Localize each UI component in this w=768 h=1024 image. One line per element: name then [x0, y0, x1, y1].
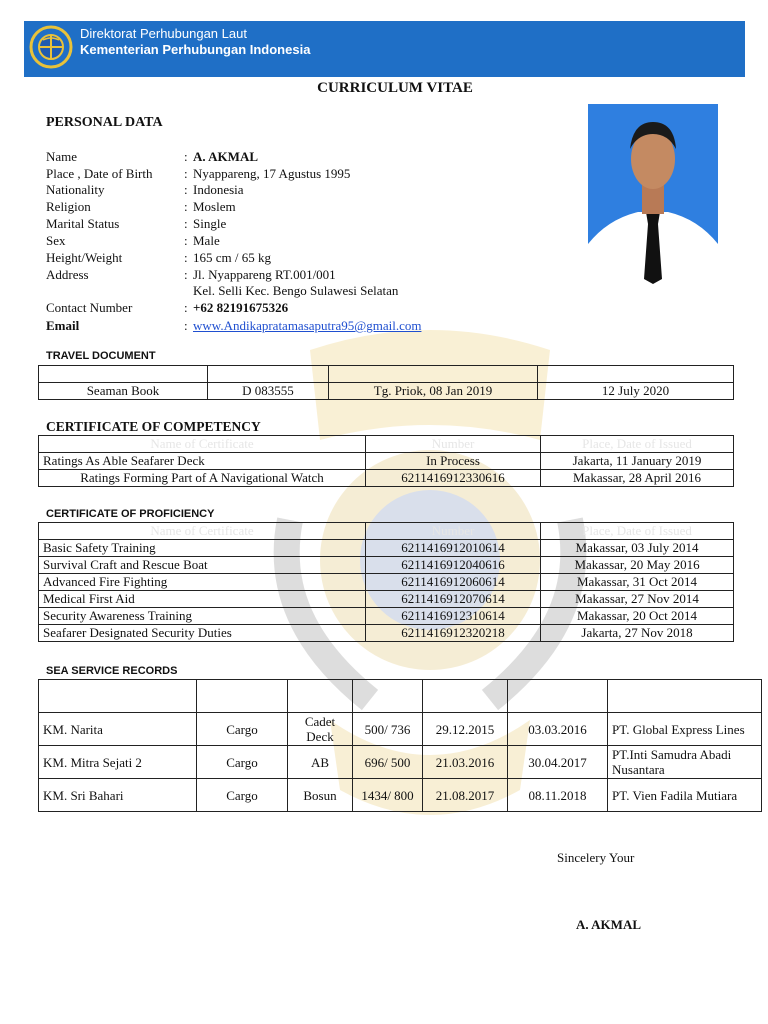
table-cell: Makassar, 03 July 2014 — [541, 540, 734, 557]
table-cell: Cargo — [197, 746, 288, 779]
pd-value: Jl. Nyappareng RT.001/001 — [193, 267, 336, 282]
pd-value: Male — [193, 233, 220, 248]
table-cell: Makassar, 31 Oct 2014 — [541, 574, 734, 591]
table-cell: 500/ 736 — [353, 713, 423, 746]
table-row — [39, 574, 734, 591]
table-header-row — [39, 680, 762, 713]
cop-title: CERTIFICATE OF PROFICIENCY — [46, 508, 215, 520]
email-link[interactable]: www.Andikapratamasaputra95@gmail.com — [193, 318, 422, 333]
table-row — [39, 383, 734, 400]
table-header-row — [39, 523, 734, 540]
pd-value: Nyappareng, 17 Agustus 1995 — [193, 166, 351, 181]
ministry-logo-icon — [28, 24, 74, 70]
table-cell: KM. Mitra Sejati 2 — [39, 746, 197, 779]
pd-value: +62 82191675326 — [193, 300, 289, 315]
table-cell: D 083555 — [208, 383, 329, 400]
table-row — [39, 540, 734, 557]
travel-document-title: TRAVEL DOCUMENT — [46, 350, 156, 362]
table-cell: 6211416912070614 — [366, 591, 541, 608]
pd-label: Address — [46, 267, 89, 282]
table-cell: Makassar, 20 Oct 2014 — [541, 608, 734, 625]
coc-table — [38, 435, 734, 487]
pd-value: Single — [193, 216, 227, 231]
table-cell: Survival Craft and Rescue Boat — [39, 557, 366, 574]
table-cell: 21.03.2016 — [423, 746, 508, 779]
table-cell: KM. Sri Bahari — [39, 779, 197, 812]
table-cell: 03.03.2016 — [508, 713, 608, 746]
table-cell: 29.12.2015 — [423, 713, 508, 746]
table-cell: 6211416912040616 — [366, 557, 541, 574]
table-cell: 6211416912010614 — [366, 540, 541, 557]
table-cell: PT.Inti Samudra Abadi Nusantara — [608, 746, 762, 779]
pd-label: Religion — [46, 199, 91, 214]
personal-data-title: PERSONAL DATA — [46, 115, 163, 130]
header-line-1: Direktorat Perhubungan Laut — [80, 26, 247, 41]
table-cell: 21.08.2017 — [423, 779, 508, 812]
sea-service-title: SEA SERVICE RECORDS — [46, 665, 178, 677]
table-cell: Tg. Priok, 08 Jan 2019 — [329, 383, 538, 400]
table-cell: Basic Safety Training — [39, 540, 366, 557]
table-cell: Ratings Forming Part of A Navigational Watch — [39, 470, 366, 487]
pd-label: Height/Weight — [46, 250, 123, 265]
document-title: CURRICULUM VITAE — [317, 80, 473, 96]
header-banner — [24, 21, 745, 77]
table-cell: Makassar, 20 May 2016 — [541, 557, 734, 574]
table-cell: Cargo — [197, 779, 288, 812]
pd-value: Moslem — [193, 199, 236, 214]
column-header: Place, Date of Issued — [541, 436, 734, 453]
pd-value: A. AKMAL — [193, 149, 258, 164]
table-row — [39, 779, 762, 812]
travel-document-table — [38, 365, 734, 400]
table-row — [39, 625, 734, 642]
table-row — [39, 713, 762, 746]
table-cell: 1434/ 800 — [353, 779, 423, 812]
table-cell: 08.11.2018 — [508, 779, 608, 812]
table-cell: Cargo — [197, 713, 288, 746]
table-row — [39, 470, 734, 487]
table-row — [39, 608, 734, 625]
table-row — [39, 453, 734, 470]
column-header: Number — [366, 436, 541, 453]
table-cell: PT. Global Express Lines — [608, 713, 762, 746]
table-cell: 696/ 500 — [353, 746, 423, 779]
table-cell: 6211416912320218 — [366, 625, 541, 642]
pd-value: 165 cm / 65 kg — [193, 250, 271, 265]
table-cell: Seafarer Designated Security Duties — [39, 625, 366, 642]
table-cell: Cadet Deck — [288, 713, 353, 746]
table-row — [39, 591, 734, 608]
cop-table — [38, 522, 734, 642]
table-row — [39, 746, 762, 779]
table-cell: 30.04.2017 — [508, 746, 608, 779]
table-cell: Ratings As Able Seafarer Deck — [39, 453, 366, 470]
table-cell: 6211416912310614 — [366, 608, 541, 625]
header-line-2: Kementerian Perhubungan Indonesia — [80, 42, 311, 57]
table-cell: Seaman Book — [39, 383, 208, 400]
table-cell: 6211416912060614 — [366, 574, 541, 591]
pd-label: Nationality — [46, 182, 105, 197]
column-header: Name of Certificate — [39, 436, 366, 453]
table-cell: Makassar, 27 Nov 2014 — [541, 591, 734, 608]
sea-service-table — [38, 679, 762, 812]
table-cell: Advanced Fire Fighting — [39, 574, 366, 591]
table-row — [39, 366, 734, 383]
table-cell: 6211416912330616 — [366, 470, 541, 487]
table-cell: In Process — [366, 453, 541, 470]
table-row — [39, 557, 734, 574]
coc-title: CERTIFICATE OF COMPETENCY — [46, 419, 261, 434]
closing-salutation: Sincelery Your — [557, 850, 635, 865]
pd-label: Place , Date of Birth — [46, 166, 153, 181]
column-header: Number — [366, 523, 541, 540]
signature-name: A. AKMAL — [576, 917, 641, 932]
column-header: Name of Certificate — [39, 523, 366, 540]
table-cell: AB — [288, 746, 353, 779]
pd-label: Email — [46, 318, 80, 333]
pd-value: Kel. Selli Kec. Bengo Sulawesi Selatan — [193, 283, 399, 298]
table-cell: Jakarta, 11 January 2019 — [541, 453, 734, 470]
table-cell: 12 July 2020 — [538, 383, 734, 400]
pd-value: Indonesia — [193, 182, 244, 197]
column-header: Place, Date of Issued — [541, 523, 734, 540]
table-cell: Makassar, 28 April 2016 — [541, 470, 734, 487]
pd-label: Name — [46, 149, 78, 164]
table-header-row — [39, 436, 734, 453]
table-cell: KM. Narita — [39, 713, 197, 746]
profile-photo — [588, 104, 718, 284]
table-cell: Security Awareness Training — [39, 608, 366, 625]
table-cell: Bosun — [288, 779, 353, 812]
table-cell: PT. Vien Fadila Mutiara — [608, 779, 762, 812]
table-cell: Jakarta, 27 Nov 2018 — [541, 625, 734, 642]
pd-label: Sex — [46, 233, 66, 248]
pd-label: Marital Status — [46, 216, 120, 231]
table-cell: Medical First Aid — [39, 591, 366, 608]
pd-label: Contact Number — [46, 300, 133, 315]
